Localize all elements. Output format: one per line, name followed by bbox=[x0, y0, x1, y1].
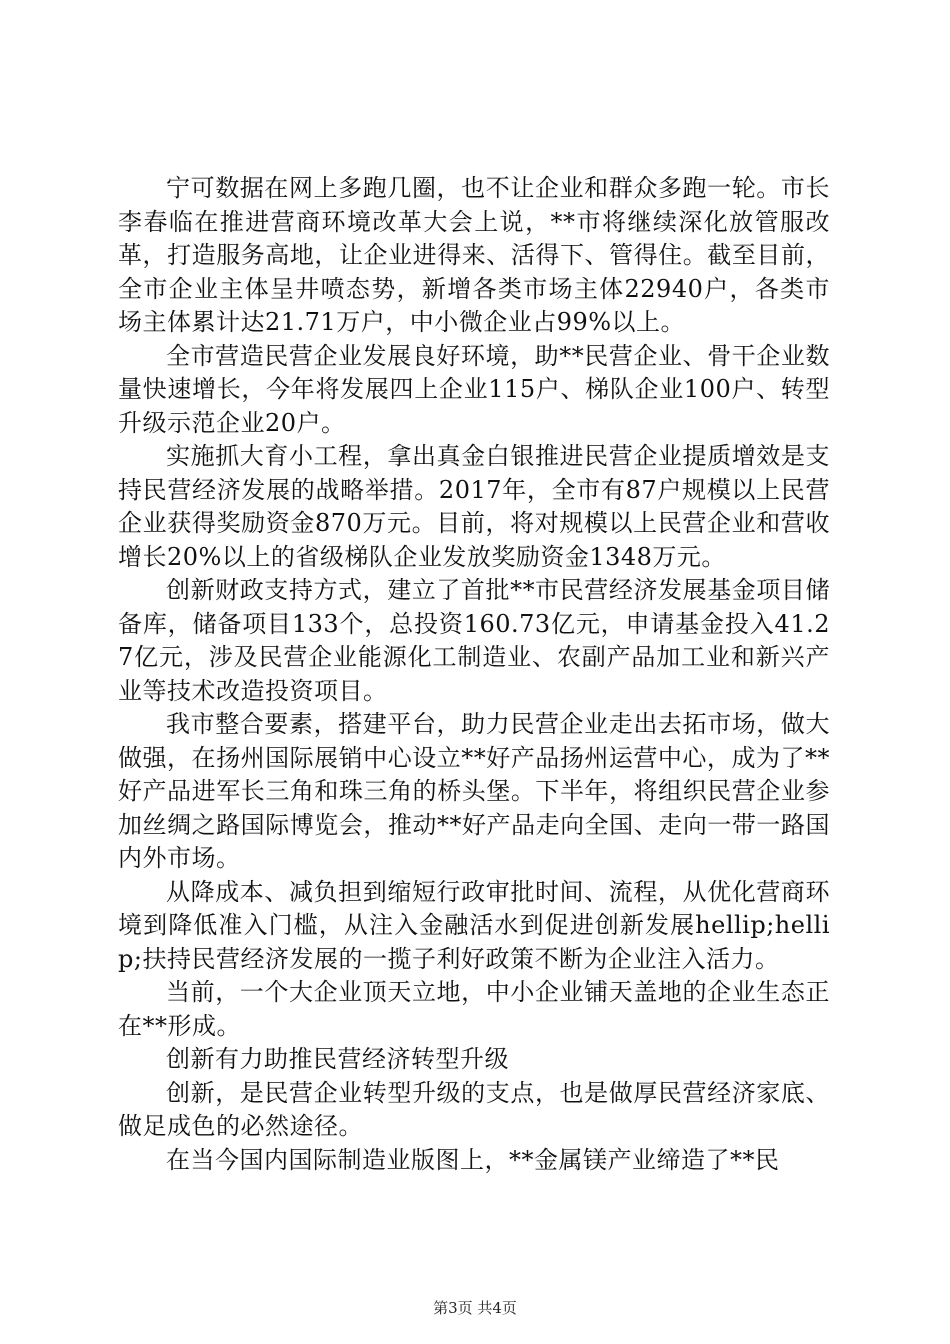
paragraph: 创新，是民营企业转型升级的支点，也是做厚民营经济家底、做足成色的必然途径。 bbox=[118, 1078, 830, 1140]
paragraph: 全市营造民营企业发展良好环境，助**民营企业、骨干企业数量快速增长，今年将发展四上企业115户、梯队企业100户、转型升级示范企业20户。 bbox=[118, 341, 830, 437]
paragraph: 从降成本、减负担到缩短行政审批时间、流程，从优化营商环境到降低准入门槛，从注入金融活水到促进创新发展hellip;hellip;扶持民营经济发展的一揽子利好政策不断为企业注入活力。 bbox=[118, 877, 830, 973]
paragraph: 当前，一个大企业顶天立地，中小企业铺天盖地的企业生态正在**形成。 bbox=[118, 978, 830, 1040]
paragraph: 在当今国内国际制造业版图上，**金属镁产业缔造了**民 bbox=[166, 1145, 780, 1174]
paragraph: 宁可数据在网上多跑几圈，也不让企业和群众多跑一轮。市长李春临在推进营商环境改革大会上说，**市将继续深化放管服改革，打造服务高地，让企业进得来、活得下、管得住。截至目前，全市企业主体呈井喷态势，新增各类市场主体22940户，各类市场主体累计达21.71万户，中小微企业占99%以上。 bbox=[118, 174, 830, 336]
paragraph: 创新财政支持方式，建立了首批**市民营经济发展基金项目储备库，储备项目133个，总投资160.73亿元，申请基金投入41.27亿元，涉及民营企业能源化工制造业、农副产品加工业和新兴产业等技术改造投资项目。 bbox=[118, 576, 830, 705]
page-footer: 第3页 共4页 bbox=[433, 1299, 517, 1317]
paragraph: 实施抓大育小工程，拿出真金白银推进民营企业提质增效是支持民营经济发展的战略举措。2017年，全市有87户规模以上民营企业获得奖励资金870万元。目前，将对规模以上民营企业和营收增长20%以上的省级梯队企业发放奖励资金1348万元。 bbox=[118, 442, 830, 571]
document-body bbox=[118, 172, 830, 1177]
section-heading: 创新有力助推民营经济转型升级 bbox=[166, 1045, 509, 1073]
paragraph: 我市整合要素，搭建平台，助力民营企业走出去拓市场，做大做强，在扬州国际展销中心设立**好产品扬州运营中心，成为了**好产品进军长三角和珠三角的桥头堡。下半年，将组织民营企业参加丝绸之路国际博览会，推动**好产品走向全国、走向一带一路国内外市场。 bbox=[118, 710, 830, 872]
